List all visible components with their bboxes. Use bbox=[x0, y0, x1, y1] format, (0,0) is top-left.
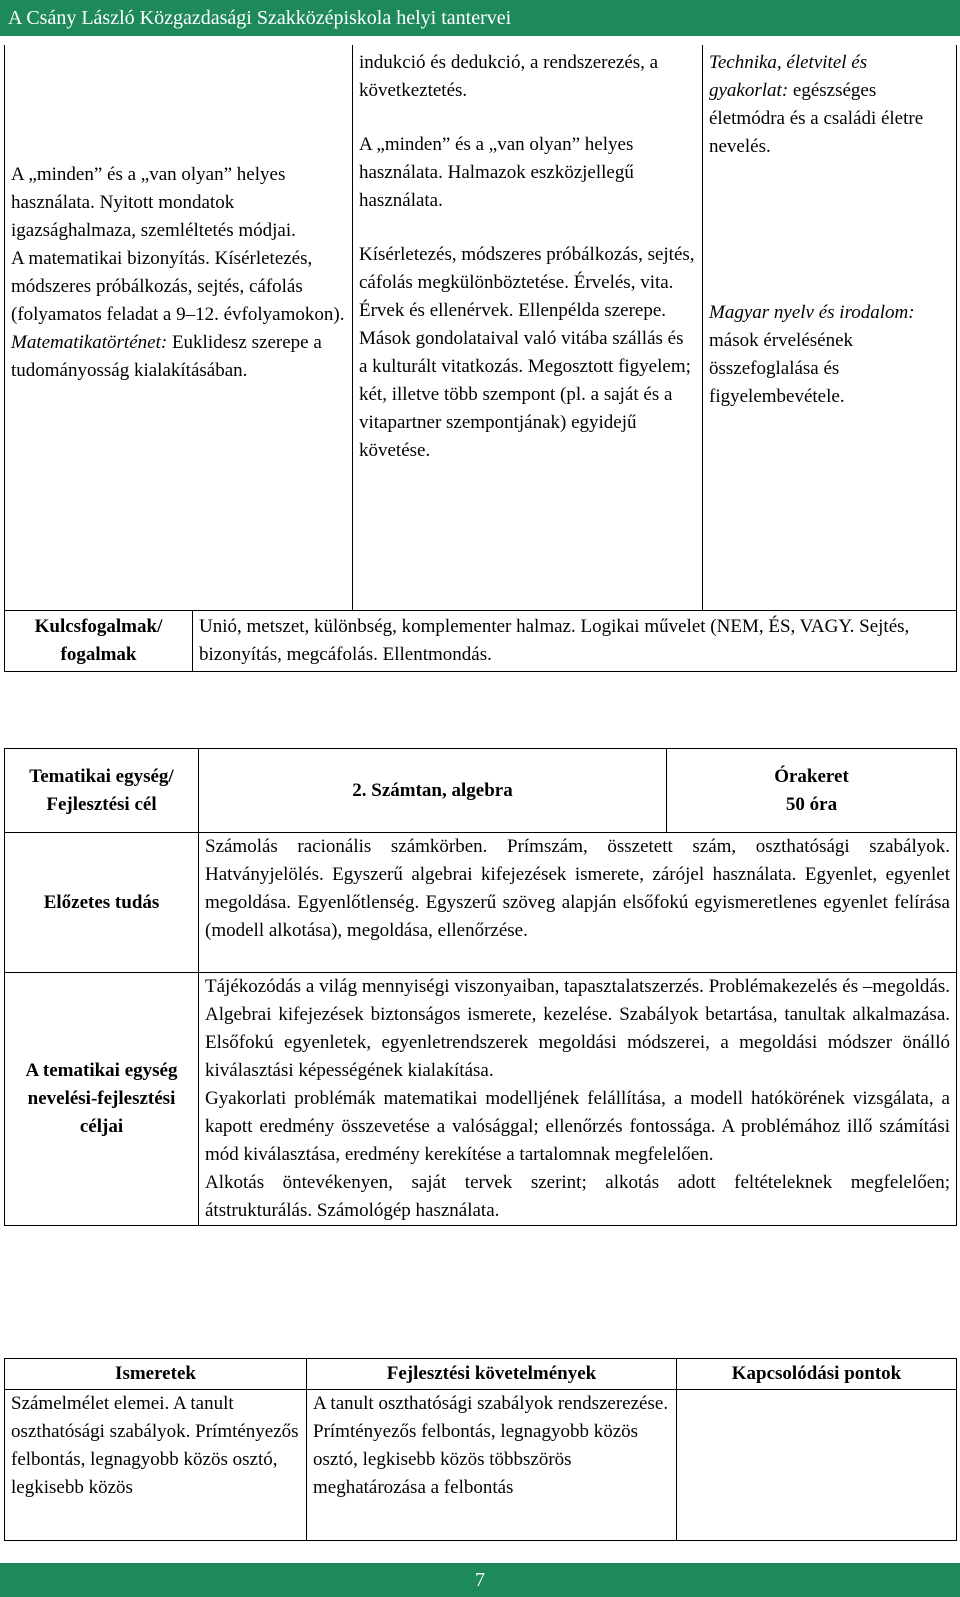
orakeret-label: Órakeret bbox=[774, 765, 849, 787]
col3-para-1 bbox=[709, 49, 950, 161]
celok-cell bbox=[199, 973, 957, 1226]
header-kapcsolodasi-pontok: Kapcsolódási pontok bbox=[677, 1359, 957, 1390]
page-header bbox=[0, 0, 960, 36]
celok-para-3: Alkotás öntevékenyen, saját tervek szerint; alkotás adott feltételeknek megfelelően; átstrukturálás. Számológép használata. bbox=[205, 1172, 950, 1221]
fejlesztesi-cell bbox=[353, 45, 703, 610]
elozetes-tudas-label: Előzetes tudás bbox=[5, 833, 199, 973]
tematikai-egyseg-label: Tematikai egység/ Fejlesztési cél bbox=[5, 749, 199, 833]
col2-para-3: Kísérletezés, módszeres próbálkozás, sejtés, cáfolás megkülönböztetése. Érvelés, vita. Érvek és ellenérvek. Ellenpélda szerepe. Mások gondolataival való vitába szállás és a kulturált vitatkozás. Megosztott figyelem; két, illetve több szempont (pl. a saját és a vitapartner szempontjának) egyidejű követése. bbox=[359, 244, 695, 461]
celok-para-2: Gyakorlati problémák matematikai modelljének felállítása, a modell hatókörének vizsgálata, a kapott eredmény összevetése a valósággal; ellenőrzés fontossága. A problémához illő számítási mód kiválasztása, eredmény kerekítése a tartalomnak megfelelően. bbox=[205, 1088, 950, 1165]
col3-para-2-rest: mások érvelésének összefoglalása és figyelembevétele. bbox=[709, 330, 854, 407]
col3-para-2-italic: Magyar nyelv és irodalom: bbox=[709, 302, 915, 323]
kapcsolodasi-cell bbox=[703, 45, 957, 610]
col3-para-1-rest: egészséges életmódra és a családi életre nevelés. bbox=[709, 80, 924, 157]
kapcsolodasi-text bbox=[677, 1390, 957, 1541]
fejlesztesi-text: A tanult oszthatósági szabályok rendszerezése. Prímtényezős felbontás, legnagyobb közös osztó, legkisebb közös többszörös meghatározása a felbontás bbox=[307, 1390, 677, 1541]
ismeretek-text: Számelmélet elemei. A tanult oszthatósági szabályok. Prímtényezős felbontás, legnagyobb közös osztó, legkisebb közös bbox=[5, 1390, 307, 1541]
page-footer bbox=[0, 1563, 960, 1597]
col3-para-2 bbox=[709, 299, 950, 411]
col1-para-2: A matematikai bizonyítás. Kísérletezés, módszeres próbálkozás, sejtés, cáfolás (folyamatos feladat a 9–12. évfolyamokon). bbox=[11, 248, 345, 325]
header-ismeretek: Ismeretek bbox=[5, 1359, 307, 1390]
col1-para-1: A „minden” és a „van olyan” helyes használata. Nyitott mondatok igazsághalmaza, szemléltetés módjai. bbox=[11, 164, 296, 241]
unit-title: 2. Számtan, algebra bbox=[199, 749, 667, 833]
header-fejlesztesi-kovetelmenyek: Fejlesztési követelmények bbox=[307, 1359, 677, 1390]
header-title: A Csány László Közgazdasági Szakközépiskola helyi tantervei bbox=[8, 7, 512, 29]
kulcsfogalmak-label: Kulcsfogalmak/ fogalmak bbox=[5, 610, 193, 671]
col1-para-3 bbox=[11, 329, 346, 385]
page-number: 7 bbox=[475, 1569, 485, 1591]
unit-table bbox=[4, 748, 957, 1226]
col2-para-1: indukció és dedukció, a rendszerezés, a következtetés. bbox=[359, 52, 659, 101]
kulcsfogalmak-text: Unió, metszet, különbség, komplementer halmaz. Logikai művelet (NEM, ÉS, VAGY. Sejtés, bizonyítás, megcáfolás. Ellentmondás. bbox=[193, 610, 957, 671]
content-table bbox=[4, 1358, 957, 1541]
celok-label: A tematikai egység nevelési-fejlesztési céljai bbox=[5, 973, 199, 1226]
col1-para-3-italic: Matematikatörténet: bbox=[11, 332, 168, 353]
orakeret-value: 50 óra bbox=[785, 793, 838, 815]
ismeretek-cell bbox=[5, 45, 353, 610]
celok-para-1: Tájékozódás a világ mennyiségi viszonyaiban, tapasztalatszerzés. Problémakezelés és –megoldás. Algebrai kifejezések biztonságos ismerete, kezelése. Szabályok betartása, tanultak alkalmazása. Elsőfokú egyenletek, egyenletrendszerek megoldási módszerei, a megoldási módszer önálló kiválasztási képességének kialakítása. bbox=[205, 976, 950, 1081]
col1-para-3-rest: Euklidesz szerepe a tudományosság kialakításában. bbox=[11, 332, 322, 381]
orakeret-cell bbox=[667, 749, 957, 833]
elozetes-tudas-text: Számolás racionális számkörben. Prímszám, összetett szám, oszthatósági szabályok. Hatványjelölés. Egyszerű algebrai kifejezések ismerete, zárójel használata. Egyenlet, egyenlet megoldása. Egyenlőtlenség. Egyszerű szöveg alapján elsőfokú egyismeretlenes egyenlet felírása (modell alkotása), megoldása, ellenőrzése. bbox=[199, 833, 957, 973]
col2-para-2: A „minden” és a „van olyan” helyes használata. Halmazok eszközjellegű használata. bbox=[359, 134, 634, 211]
col3-para-1-italic: Technika, életvitel és gyakorlat: bbox=[709, 52, 868, 101]
continuation-table bbox=[4, 45, 957, 672]
